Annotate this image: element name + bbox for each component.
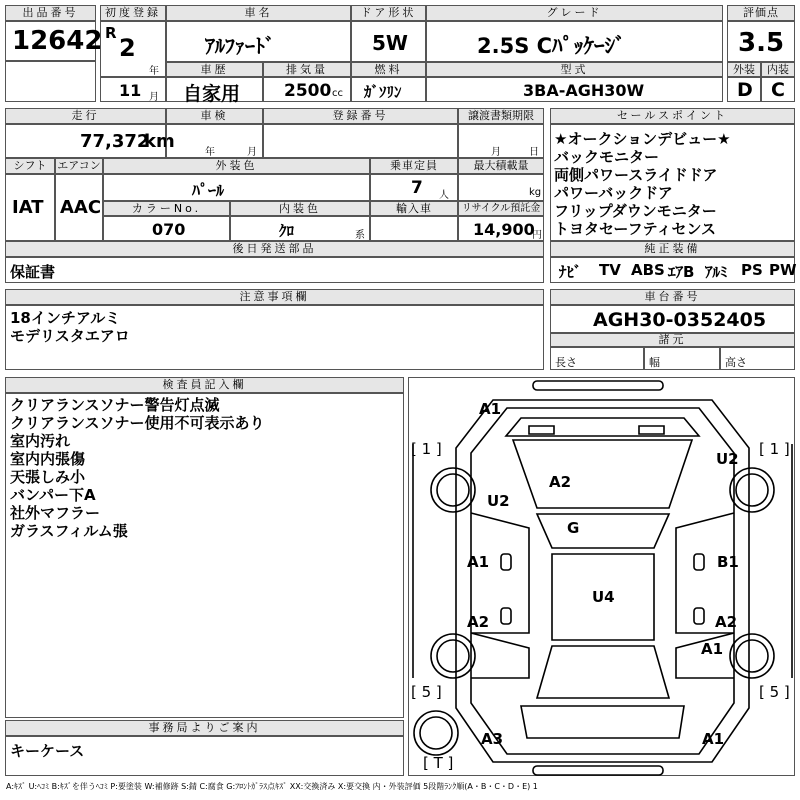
damage-mark: A2 bbox=[467, 613, 490, 631]
transfer-cell bbox=[458, 124, 544, 158]
sales-points-list bbox=[550, 124, 795, 241]
note-line: 18インチアルミ bbox=[10, 309, 121, 327]
int-color-label: 内装色 bbox=[230, 201, 370, 216]
damage-mark: A1 bbox=[702, 730, 725, 748]
exterior-cell bbox=[727, 77, 761, 102]
tire-label: [ 5 ] bbox=[759, 683, 790, 701]
lot-label: 出品番号 bbox=[5, 5, 96, 21]
grade-cell bbox=[426, 21, 723, 62]
equipment-tv: TV bbox=[599, 261, 621, 279]
aircon-label: エアコン bbox=[55, 158, 103, 174]
first-reg-year-unit: 年 bbox=[149, 66, 159, 77]
aircon-cell bbox=[55, 174, 103, 241]
equipment-cell bbox=[550, 257, 795, 283]
displacement-value: 2500 bbox=[284, 81, 332, 101]
note-line: モデリスタエアロ bbox=[10, 327, 130, 345]
dims-length-cell bbox=[550, 347, 644, 370]
lot-blank bbox=[5, 61, 96, 102]
sales-point-item: ★オークションデビュー★ bbox=[554, 130, 731, 148]
tire-label: [ T ] bbox=[423, 754, 454, 772]
inspector-line: クリアランスソナー警告灯点滅 bbox=[10, 396, 220, 414]
inner-outline bbox=[471, 408, 734, 754]
car-name-cell bbox=[166, 21, 351, 62]
shift-value: IAT bbox=[12, 197, 44, 218]
inspector-line: バンパー下A bbox=[10, 486, 96, 504]
grade-value: 2.5S Cﾊﾟｯｹｰｼﾞ bbox=[477, 34, 626, 58]
mileage-cell bbox=[5, 124, 175, 158]
history-cell bbox=[166, 77, 263, 105]
first-reg-month-cell bbox=[100, 77, 166, 102]
office-cell bbox=[5, 736, 404, 776]
notes-label: 注意事項欄 bbox=[5, 289, 544, 305]
sales-point-item: 両側パワースライドドア bbox=[554, 166, 718, 184]
ext-color-cell bbox=[103, 174, 370, 201]
door-label: ドア形状 bbox=[351, 5, 426, 21]
int-color-suffix: 系 bbox=[355, 230, 365, 241]
recycle-unit: 円 bbox=[532, 230, 542, 241]
front-bumper-outline bbox=[533, 381, 663, 390]
inspection-cell bbox=[166, 124, 263, 158]
damage-mark: U2 bbox=[716, 450, 739, 468]
damage-mark: U4 bbox=[592, 588, 615, 606]
later-parts-value: 保証書 bbox=[10, 263, 56, 281]
tire-label: [ 5 ] bbox=[411, 683, 442, 701]
inspector-line: ガラスフィルム張 bbox=[10, 522, 128, 540]
score-label: 評価点 bbox=[727, 5, 795, 21]
int-color-cell bbox=[230, 216, 370, 241]
capacity-cell bbox=[370, 174, 458, 201]
later-parts-cell bbox=[5, 257, 544, 283]
dims-length: 長さ bbox=[555, 356, 577, 369]
transfer-month-unit: 月 bbox=[491, 147, 501, 158]
later-parts-label: 後日発送部品 bbox=[5, 241, 544, 257]
inspector-label: 検査員記入欄 bbox=[5, 377, 404, 393]
interior-cell bbox=[761, 77, 795, 102]
transfer-label: 譲渡書類期限 bbox=[458, 108, 544, 124]
damage-mark: A1 bbox=[479, 400, 502, 418]
model-label: 型式 bbox=[426, 62, 723, 77]
color-no-label: カラーNo. bbox=[103, 201, 230, 216]
sales-point-item: フリップダウンモニター bbox=[554, 202, 717, 220]
dims-label: 諸元 bbox=[550, 333, 795, 347]
equipment-pw: PW bbox=[769, 261, 797, 279]
equipment-alloy: ｱﾙﾐ bbox=[705, 263, 728, 281]
damage-mark: U2 bbox=[487, 492, 510, 510]
exterior-label: 外装 bbox=[727, 62, 761, 77]
rear-bumper-outline bbox=[533, 766, 663, 775]
displacement-unit: cc bbox=[332, 88, 343, 99]
int-color-value: ｸﾛ bbox=[279, 222, 295, 240]
capacity-label: 乗車定員 bbox=[370, 158, 458, 174]
reg-no-cell bbox=[263, 124, 458, 158]
max-load-cell bbox=[458, 174, 544, 201]
score-cell bbox=[727, 21, 795, 62]
door-cell bbox=[351, 21, 426, 62]
mileage-label: 走行 bbox=[5, 108, 166, 124]
legend: A:ｷｽﾞ U:ﾍｺﾐ B:ｷｽﾞを伴うﾍｺﾐ P:要塗装 W:補修跡 S:錆 C:腐食 G:ﾌﾛﾝﾄｶﾞﾗｽ点ｷｽﾞ XX:交換済み X:要交換 内・外装評価 5段階ﾗﾝｸ順(A・B・C・D・E) 1 bbox=[6, 782, 538, 791]
fuel-label: 燃料 bbox=[351, 62, 426, 77]
tire-label: [ 1 ] bbox=[759, 440, 790, 458]
transfer-day-unit: 日 bbox=[529, 147, 539, 158]
damage-mark: A2 bbox=[715, 613, 738, 631]
body-outline bbox=[456, 400, 749, 762]
damage-mark: G bbox=[567, 519, 580, 537]
reg-no-label: 登録番号 bbox=[263, 108, 458, 124]
inspector-line: 室内汚れ bbox=[10, 432, 71, 450]
history-value: 自家用 bbox=[183, 83, 241, 105]
car-name-label: 車名 bbox=[166, 5, 351, 21]
exterior-value: D bbox=[737, 79, 753, 101]
damage-mark: A1 bbox=[701, 640, 724, 658]
sales-point-item: バックモニター bbox=[554, 148, 660, 166]
first-reg-month: 11 bbox=[119, 81, 142, 100]
dims-height-cell bbox=[720, 347, 795, 370]
ext-color-value: ﾊﾟｰﾙ bbox=[192, 181, 225, 200]
import-label: 輸入車 bbox=[370, 201, 458, 216]
displacement-cell bbox=[263, 77, 351, 102]
recycle-cell bbox=[458, 216, 544, 241]
equipment-airbag: ｴｱB bbox=[668, 263, 695, 281]
inspector-list bbox=[5, 393, 404, 718]
import-cell bbox=[370, 216, 458, 241]
model-value: 3BA-AGH30W bbox=[523, 81, 645, 100]
damage-mark: A1 bbox=[467, 553, 490, 571]
interior-value: C bbox=[771, 79, 785, 101]
car-name: ｱﾙﾌｧｰﾄﾞ bbox=[205, 34, 275, 58]
damage-mark: A3 bbox=[481, 730, 504, 748]
first-reg-label: 初度登録 bbox=[100, 5, 166, 21]
damage-diagram-frame bbox=[408, 377, 795, 776]
mileage-unit: km bbox=[144, 131, 175, 152]
dims-height: 高さ bbox=[725, 356, 747, 369]
inspector-line: 天張しみ小 bbox=[10, 468, 86, 486]
max-load-label: 最大積載量 bbox=[458, 158, 544, 174]
inspection-month-unit: 月 bbox=[247, 147, 257, 158]
first-reg-era: R bbox=[105, 24, 117, 42]
dims-width: 幅 bbox=[649, 356, 660, 369]
door-value: 5W bbox=[372, 31, 408, 55]
inspector-line: 室内内張傷 bbox=[10, 450, 86, 468]
car-diagram bbox=[409, 378, 796, 777]
first-reg-month-unit: 月 bbox=[149, 92, 159, 103]
roof-front bbox=[537, 514, 669, 548]
office-value: キーケース bbox=[10, 742, 85, 760]
equipment-ps: PS bbox=[741, 261, 763, 279]
fuel-cell bbox=[351, 77, 426, 102]
office-label: 事務局よりご案内 bbox=[5, 720, 404, 736]
trunk-outline bbox=[521, 706, 684, 738]
equipment-label: 純正装備 bbox=[550, 241, 795, 257]
inspector-line: クリアランスソナー使用不可表示あり bbox=[10, 414, 265, 432]
recycle-label: リサイクル預託金 bbox=[458, 201, 544, 216]
dims-width-cell bbox=[644, 347, 720, 370]
capacity-unit: 人 bbox=[439, 190, 449, 201]
chassis-label: 車台番号 bbox=[550, 289, 795, 305]
color-no-cell bbox=[103, 216, 230, 241]
interior-label: 内装 bbox=[761, 62, 795, 77]
chassis-cell bbox=[550, 305, 795, 333]
rear-glass-outline bbox=[537, 646, 669, 698]
inspector-line: 社外マフラー bbox=[10, 504, 101, 522]
sales-points-label: セールスポイント bbox=[550, 108, 795, 124]
displacement-label: 排気量 bbox=[263, 62, 351, 77]
mileage-value: 77,372 bbox=[80, 131, 150, 152]
inspection-year-unit: 年 bbox=[205, 147, 215, 158]
windshield-outline bbox=[513, 440, 692, 508]
model-cell bbox=[426, 77, 723, 102]
equipment-navi: ﾅﾋﾞ bbox=[559, 263, 582, 281]
grade-label: グレード bbox=[426, 5, 723, 21]
notes-list bbox=[5, 305, 544, 370]
inspection-label: 車検 bbox=[166, 108, 263, 124]
history-label: 車歴 bbox=[166, 62, 263, 77]
score-value: 3.5 bbox=[738, 28, 785, 58]
shift-cell bbox=[5, 174, 55, 241]
shift-label: シフト bbox=[5, 158, 55, 174]
damage-mark: A2 bbox=[549, 473, 572, 491]
first-reg-year-cell bbox=[100, 21, 166, 77]
fuel-value: ｶﾞｿﾘﾝ bbox=[364, 83, 402, 101]
aircon-value: AAC bbox=[60, 197, 102, 218]
capacity-value: 7 bbox=[411, 178, 423, 198]
color-no-value: 070 bbox=[152, 220, 186, 239]
ext-color-label: 外装色 bbox=[103, 158, 370, 174]
sales-point-item: パワーバックドア bbox=[554, 184, 673, 202]
tire-label: [ 1 ] bbox=[411, 440, 442, 458]
damage-mark: B1 bbox=[717, 553, 739, 571]
equipment-abs: ABS bbox=[631, 261, 665, 279]
sales-point-item: トヨタセーフティセンス bbox=[554, 220, 717, 238]
max-load-unit: kg bbox=[529, 187, 542, 198]
lot-cell bbox=[5, 21, 103, 61]
chassis-value: AGH30-0352405 bbox=[593, 309, 767, 331]
lot-number: 12642 bbox=[12, 26, 103, 56]
first-reg-year: 2 bbox=[119, 34, 136, 62]
recycle-value: 14,900 bbox=[473, 220, 535, 239]
